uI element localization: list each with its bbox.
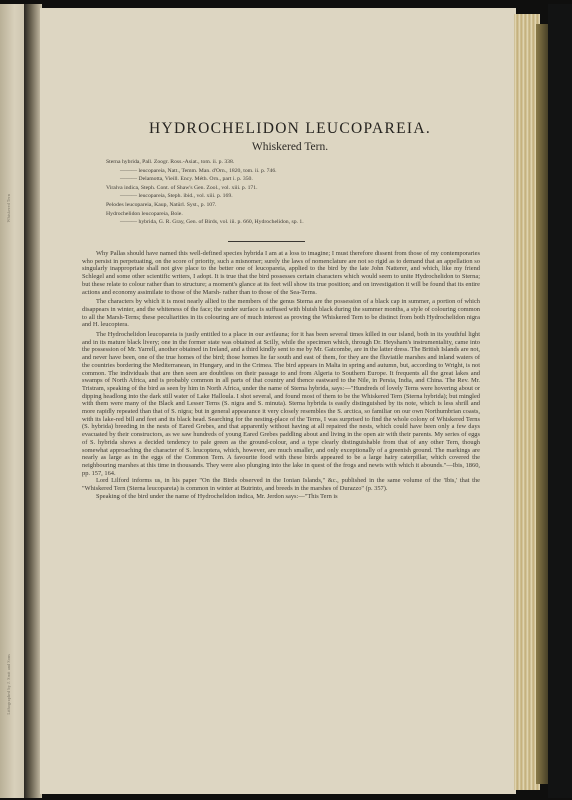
synonymy-list bbox=[106, 158, 406, 227]
left-margin-notes bbox=[2, 184, 22, 715]
left-margin-note-bottom: Lithographed by J. Smit and Sons bbox=[6, 654, 11, 715]
synonym-line: Pelodes leucopareia, Kaup, Natürl. Syst., p. 107. bbox=[106, 201, 217, 208]
section-divider bbox=[228, 241, 305, 242]
body-paragraph: Speaking of the bird under the name of Hydrochelidon indica, Mr. Jerdon says:—"This Tern is bbox=[96, 492, 338, 500]
body-paragraph: The Hydrochelidon leucopareia is justly entitled to a place in our avifauna; for it has been several times killed in our island, both in its youthful light and in its mature black livery; one in the former state was obtained at Scilly, while the specimen which, through Dr. Heysham's instrumentality, came into the possession of Mr. Yarrell, another obtained in Ireland, and a third kindly sent to me by Mr. Gatcombe, are in the latter dress. The British Islands are not, and never have been, one of the true homes of the bird; those homes lie far south and east of them, for they are the fluviatile marshes and inland waters of the countries bordering the Mediterranean, in Hungary, and in the Crimea. The bird appears in Malta in spring and autumn, but, according to Wright, is not common. The individuals that are then seen are doubtless on their passage to and from Algeria to Southern Europe. It frequents all the great lakes and swamps of North Africa, and is probably common in all parts of that country and thence eastward to the Nile, in Persia, India, and China. The Rev. Mr. Tristram, speaking of the bird as seen by him in North Africa, under the name of Sterna hybrida, says:—"Hundreds of lovely Terns were hovering about or dipping headlong into the dark still water of Lake Halloula. I shot several, and found most of them to be the Whiskered Tern (Sterna hybrida); but mingled with them were many of the Black and Lesser Terns (S. nigra and S. minuta). Sterna hybrida is easily distinguished by its note, which is less shrill and more rapidly repeated than that of S. nigra; but in general appearance it very closely resembles the S. arctica, so familiar on our own Northumbrian coasts, with its lake-red bill and feet and its black head. Searching for the nesting-place of the Terns, I was surprised to find the whole colony of Whiskered Terns (S. hybrida) breeding in the nests of Eared Grebes, and that apparently without having at all repaired the nests, which could have been only a few days evacuated by their constructors, as we saw hundreds of young Eared Grebes paddling about and living in the open air with their parents. My series of eggs of S. hybrida shows a decided tendency to pale green as the ground-colour, and a type clearly distinguishable from that of any other Tern, though somewhat approaching the character of S. leucoptera, which, however, are much smaller, and only exceptionally of a greenish ground. The markings are nearly as large as in the eggs of the Common Tern. A favourite food with these birds appeared to be a large hairy caterpillar, which covered the neighbouring marshes at this time in thousands. They were also plunging into the lake in quest of the frogs and newts with which it abounds."—Ibis, 1860, pp. 157, 164. bbox=[82, 331, 480, 477]
book-board bbox=[548, 4, 572, 798]
synonym-line: ——— hybrida, G. R. Gray, Gen. of Birds, vol. iii. p. 660, Hydrochelidon, sp. 1. bbox=[120, 219, 304, 226]
synonym-line: ——— leucopareia, Steph. ibid., vol. xiii. p. 169. bbox=[120, 193, 233, 200]
synonym-line: ——— Delamotta, Vieill. Ency. Méth. Orn., part i. p. 350. bbox=[120, 176, 253, 183]
synonym-line: Hydrochelidon leucopareia, Boie. bbox=[106, 210, 183, 217]
left-page bbox=[0, 4, 24, 798]
page-subtitle: Whiskered Tern. bbox=[251, 141, 329, 153]
body-paragraph: Lord Lilford informs us, in his paper "On the Birds observed in the Ionian Islands," &c., published in the same volume of the 'Ibis,' that the "Whiskered Tern (Sterna leucopareia) is common in winter at Butrinto, and breeds in the marshes of Durazzo" (p. 357). bbox=[82, 477, 480, 493]
body-paragraph: Why Pallas should have named this well-defined species hybrida I am at a loss to imagine; I must therefore dissent from those of my contemporaries who persist in perpetuating, on the score of priority, such a misnomer; surely the laws of nomenclature are not so rigid as to demand that an appellation so singularly inappropriate shall not give place to the better one of leucopareia, applied to the bird by the late John Natterer, and which, like my friend Schlegel and some other scientific writers, I adopt. It is true that the bird possesses certain characters which would seem to unite Hydrochelidon to Sterna; but these relate to colour rather than to structure; a moment's glance at its feet will show its true position; and on investigation it will be found that its entire actions and economy assimilate to those of the Marsh- rather than to those of the Sea-Terns. bbox=[82, 250, 480, 296]
synonym-line: Viralva indica, Steph. Cont. of Shaw's Gen. Zool., vol. xiii. p. 171. bbox=[106, 184, 258, 191]
synonym-line: ——— leucopareia, Natt., Temm. Man. d'Orn., 1820, tom. ii. p. 746. bbox=[120, 167, 277, 174]
left-margin-note-top: Whiskered Tern bbox=[6, 194, 11, 223]
page-title: HYDROCHELIDON LEUCOPAREIA. bbox=[148, 120, 432, 137]
body-text bbox=[82, 250, 480, 501]
synonym-line: Sterna hybrida, Pall. Zoogr. Ross.-Asiat., tom. ii. p. 338. bbox=[106, 159, 235, 165]
body-paragraph: The characters by which it is most nearly allied to the members of the genus Sterna are the possession of a black cap in summer, a portion of which disappears in winter, and the whiteness of the face; the under surface is suffused with bluish black during the summer months, a style of colouring common to all the Marsh-Terns; these peculiarities in its colouring are of much interest as proving the Whiskered Tern to be distinct from both Hydrochelidon nigra and H. leucoptera. bbox=[82, 298, 480, 329]
